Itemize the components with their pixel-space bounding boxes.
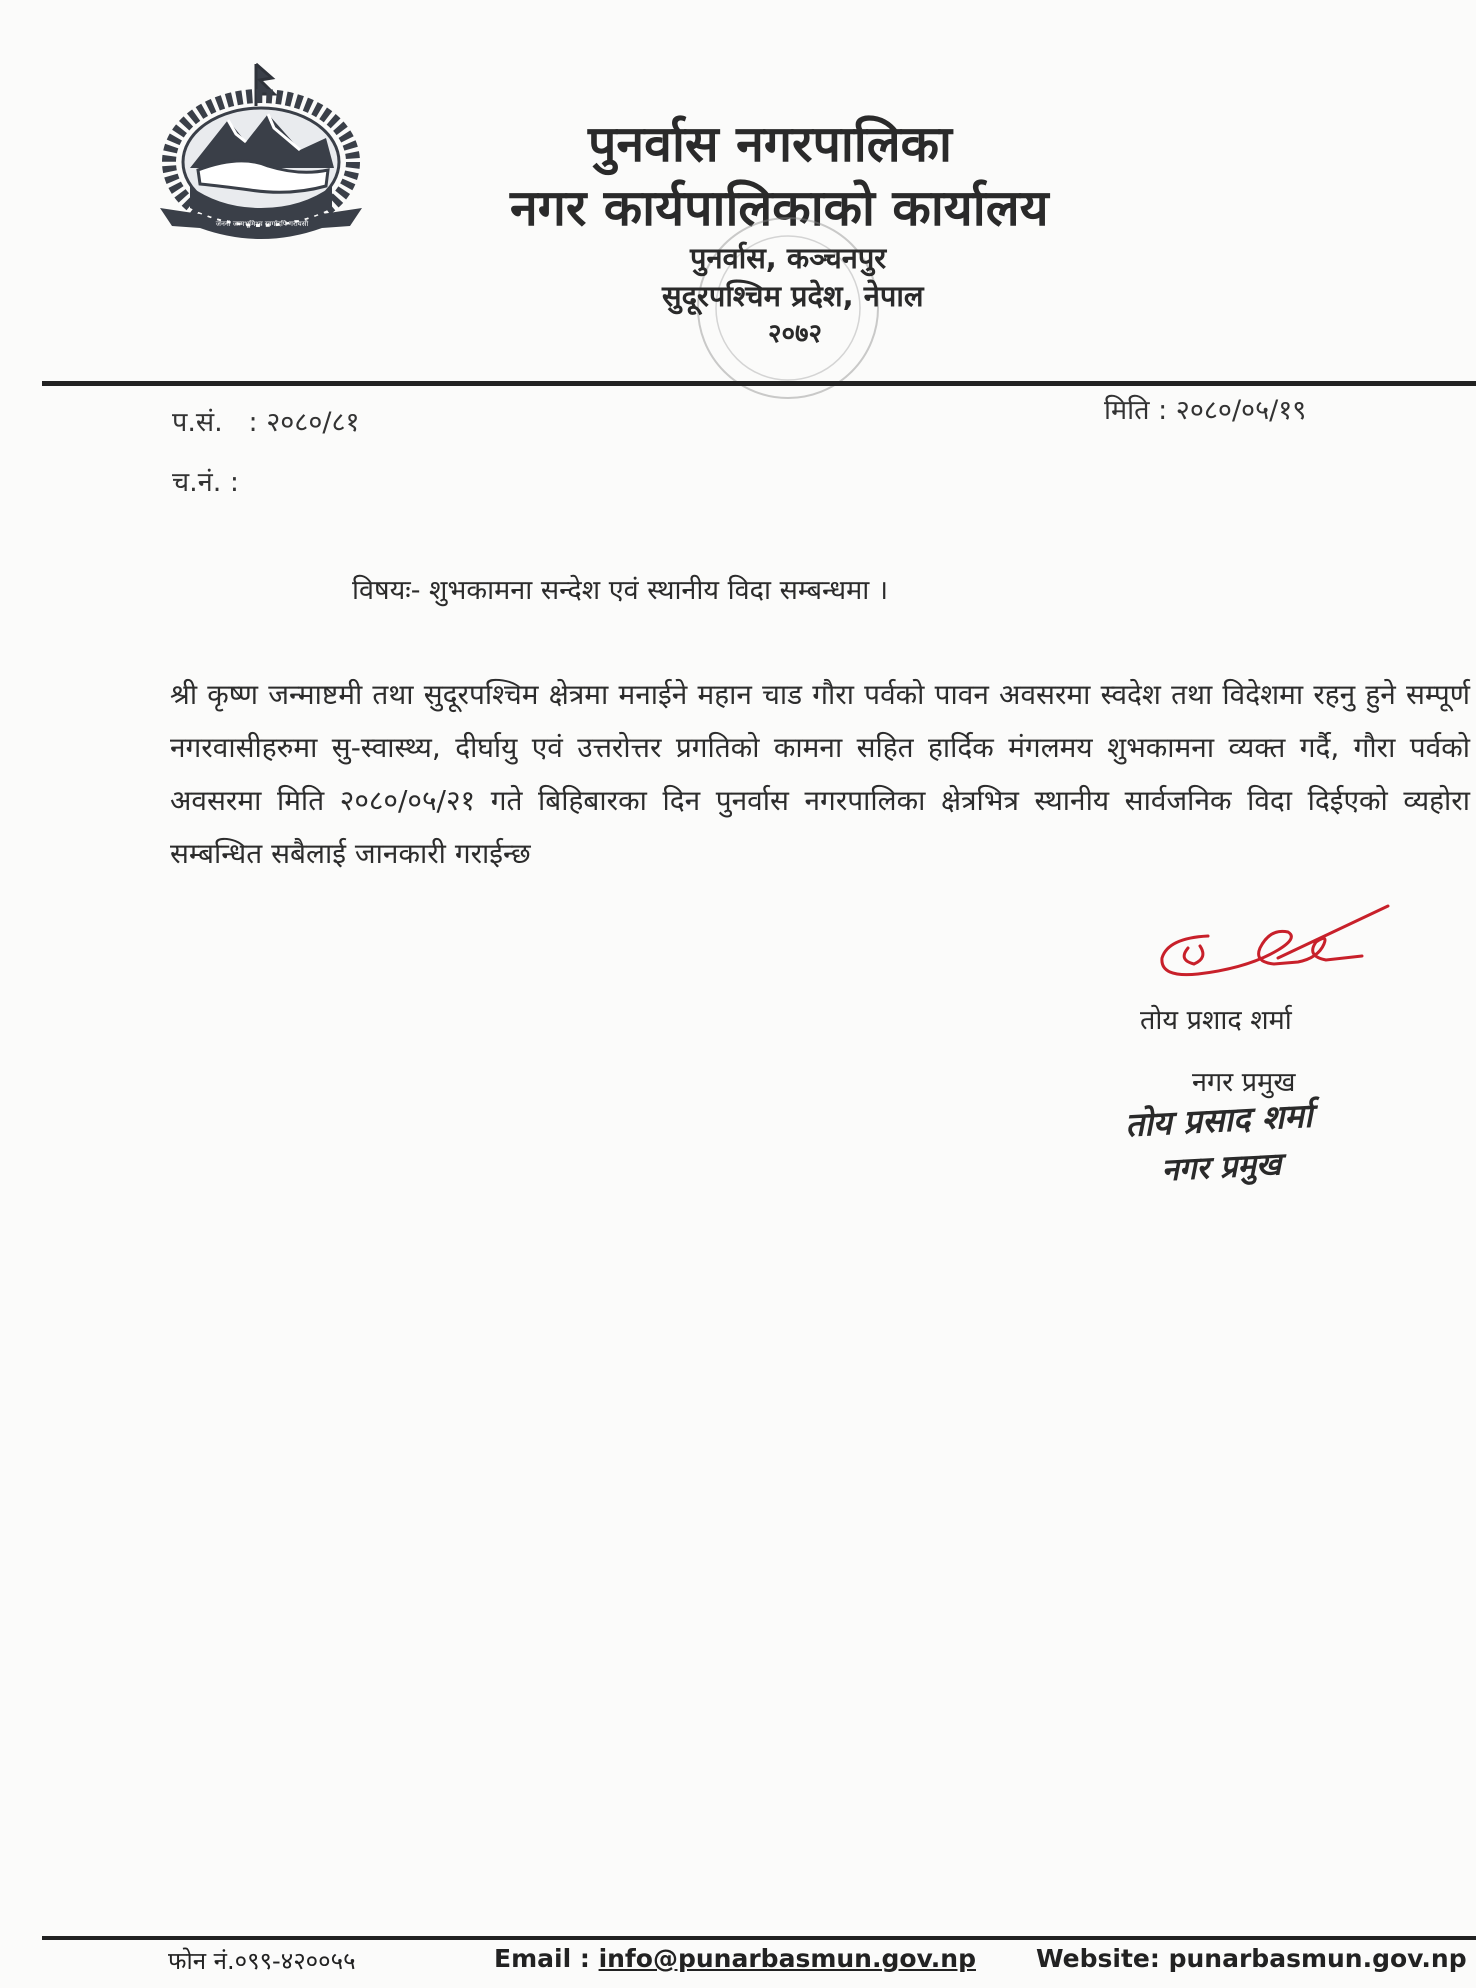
footer-email [494, 1944, 976, 1973]
reference-value: : २०८०/८१ [248, 407, 360, 438]
letter-body: श्री कृष्ण जन्माष्टमी तथा सुदूरपश्चिम क्षेत्रमा मनाईने महान चाड गौरा पर्वको पावन अवसरमा स्वदेश तथा विदेशमा रहनु हुने सम्पूर्ण नगरवासीहरुमा सु-स्वास्थ्य, दीर्घायु एवं उत्तरोत्तर प्रगतिको कामना सहित हार्दिक मंगलमय शुभकामना व्यक्त गर्दै, गौरा पर्वको अवसरमा मिति २०८०/०५/२१ गते बिहिबारका दिन पुनर्वास नगरपालिका क्षेत्रभित्र स्थानीय सार्वजनिक विदा दिईएको व्यहोरा सम्बन्धित सबैलाई जानकारी गराईन्छ [170, 678, 1470, 870]
emblem-motto: जननी जन्मभूमिश्च स्वर्गादपि गरीयसी [215, 220, 309, 228]
footer-phone: फोन नं.०९९-४२००५५ [168, 1947, 356, 1975]
seal-post: नगर प्रमुख [1160, 1146, 1283, 1189]
signatory-post: नगर प्रमुख [1192, 1067, 1296, 1098]
office-name: नगर कार्यपालिकाको कार्यालय [510, 179, 1049, 237]
email-label: Email : [494, 1944, 590, 1973]
office-address-city: पुनर्वास, कञ्चनपुर [690, 241, 887, 275]
office-established-year: २०७२ [768, 319, 823, 349]
nepal-emblem [150, 58, 372, 246]
letter-subject: विषयः- शुभकामना सन्देश एवं स्थानीय विदा सम्बन्धमा । [352, 575, 889, 606]
website-link[interactable]: punarbasmun.gov.np [1168, 1944, 1467, 1973]
seal-name: तोय प्रसाद शर्मा [1124, 1095, 1314, 1145]
letter-date [1104, 390, 1306, 427]
date-value: २०८०/०५/१९ [1175, 395, 1307, 426]
footer-divider [42, 1936, 1476, 1940]
footer-website [1036, 1944, 1467, 1973]
website-label: Website: [1036, 1944, 1160, 1973]
handwritten-signature [1148, 898, 1398, 988]
reference-label: प.सं. [172, 407, 223, 438]
office-address-province: सुदूरपश्चिम प्रदेश, नेपाल [662, 279, 924, 313]
date-label: मिति : [1104, 395, 1168, 426]
header-divider [42, 381, 1476, 386]
name-seal [1114, 1086, 1419, 1214]
municipality-name: पुनर्वास नगरपालिका [588, 115, 953, 173]
reference-number [172, 402, 360, 439]
email-link[interactable]: info@punarbasmun.gov.np [598, 1944, 976, 1973]
dispatch-number: च.नं. : [172, 467, 239, 498]
signatory-name: तोय प्रशाद शर्मा [1140, 1005, 1292, 1036]
